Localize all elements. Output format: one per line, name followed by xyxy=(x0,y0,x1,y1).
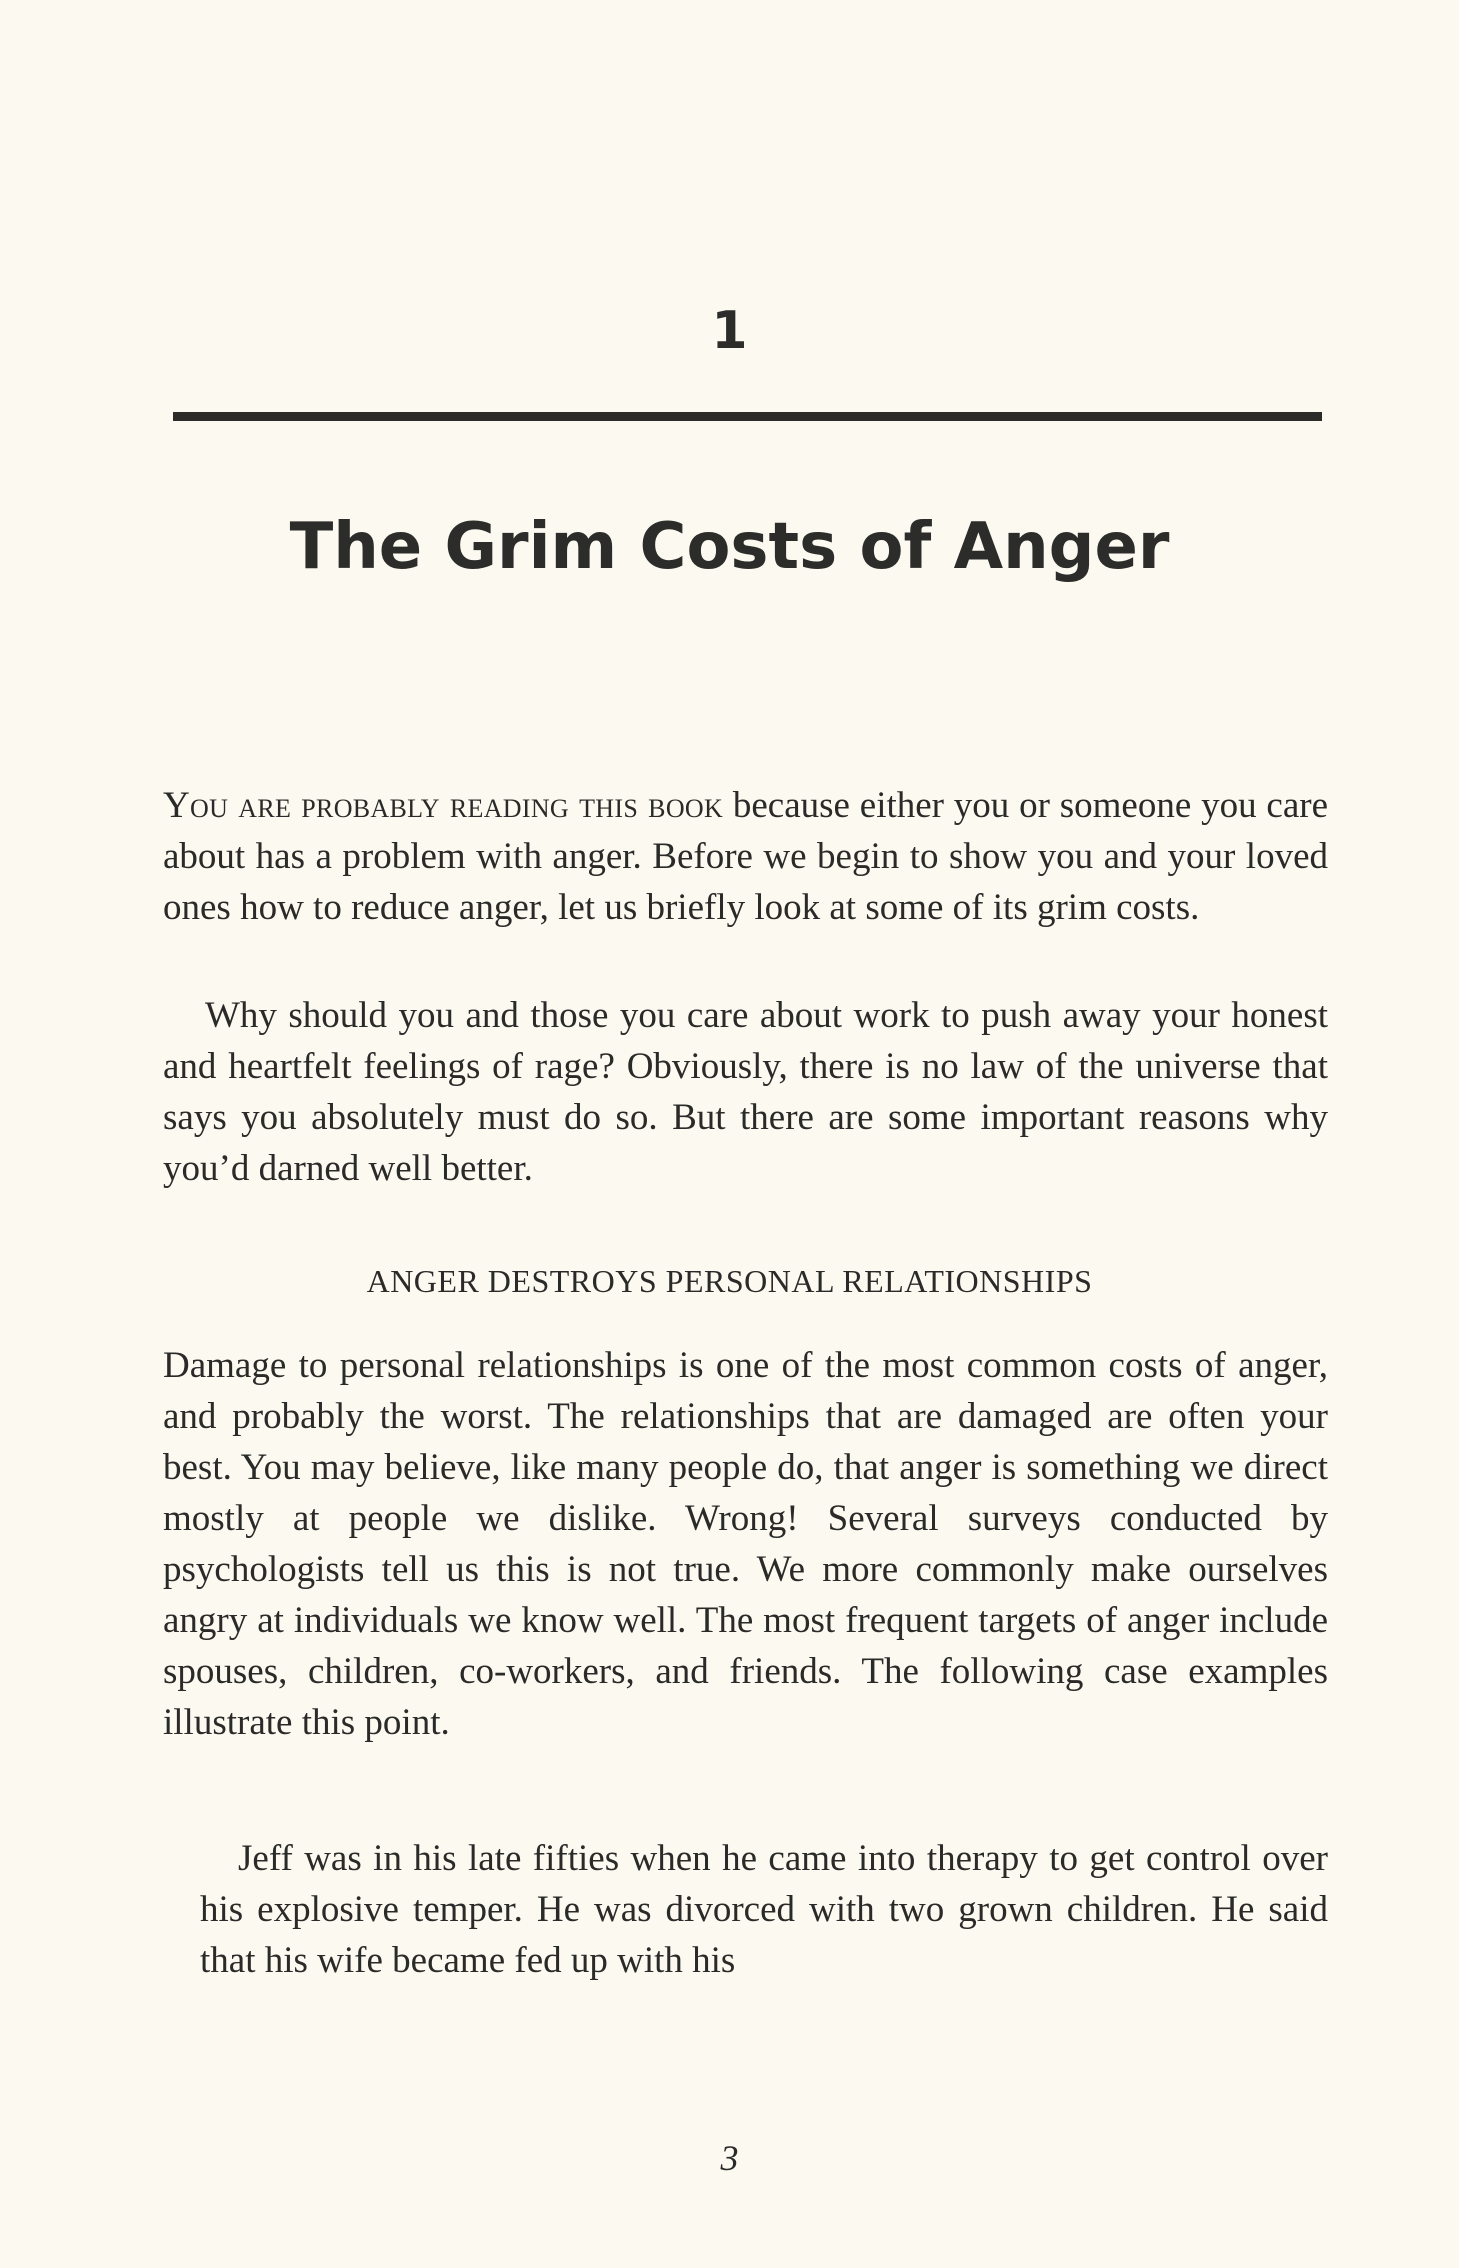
intro-small-caps-lead: You are probably reading this book xyxy=(163,785,724,826)
chapter-divider-rule xyxy=(173,412,1322,421)
section-heading: ANGER DESTROYS PERSONAL RELATIONSHIPS xyxy=(366,1263,1093,1299)
page-number: 3 xyxy=(720,2138,739,2178)
second-paragraph: Why should you and those you care about work to push away your honest and heartfelt feelings of rage? Obviously, there is no law of the universe that says you absolutely must do so. But there are some important reasons why you’d darned well better. xyxy=(163,995,1328,1189)
relationships-paragraph: Damage to personal relationships is one of the most common costs of anger, and probably the worst. The relationships that are damaged are often your best. You may believe, like many people do, that anger is something we direct mostly at people we dislike. Wrong! Several surveys conducted by psychologists tell us this is not true. We more commonly make ourselves angry at individuals we know well. The most frequent targets of anger include spouses, children, co-workers, and friends. The following case examples illustrate this point. xyxy=(163,1345,1328,1743)
intro-paragraph-text: because either you or someone you care about has a problem with anger. Before we begin to show you and your loved ones how to reduce anger, let us briefly look at some of its grim costs. xyxy=(163,785,1328,928)
chapter-title: The Grim Costs of Anger xyxy=(289,510,1170,584)
intro-paragraph xyxy=(163,780,1328,933)
case-example-paragraph: Jeff was in his late fifties when he came into therapy to get control over his explosive temper. He was divorced with two grown children. He said that his wife became fed up with his xyxy=(200,1838,1328,1981)
chapter-number: 1 xyxy=(711,301,748,361)
